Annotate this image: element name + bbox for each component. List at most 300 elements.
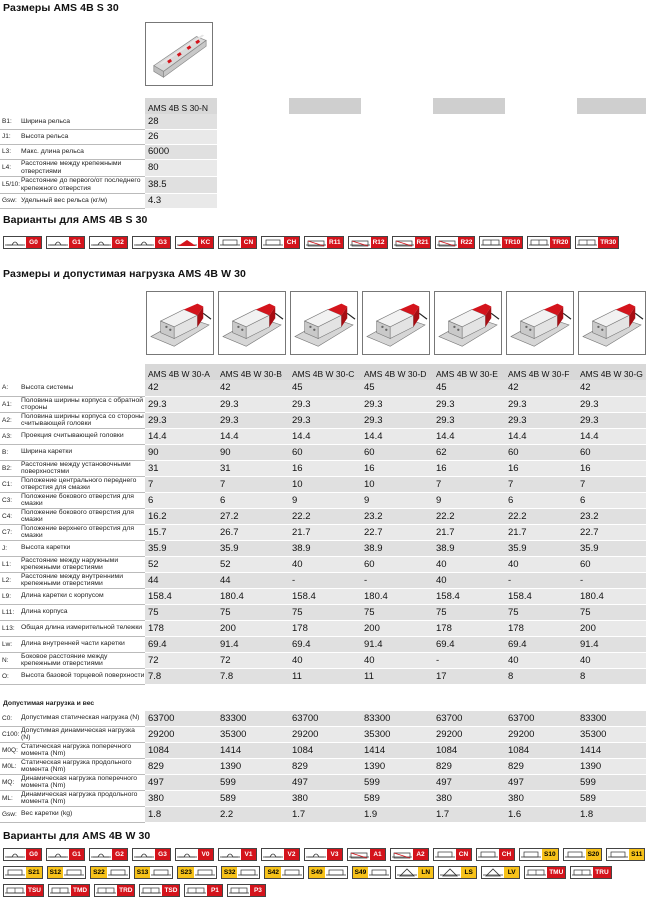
table-row (0, 588, 646, 604)
table-row (0, 444, 646, 460)
table-row (0, 572, 646, 588)
row-value: 17 (433, 668, 505, 684)
variant-code: S49 (311, 869, 323, 876)
column-header: AMS 4B W 30-F (505, 364, 577, 380)
row-value: 1084 (505, 742, 577, 758)
row-value: 6000 (145, 144, 217, 159)
table-row (0, 540, 646, 556)
variant-chip-v1 (218, 848, 257, 861)
variant-code: R11 (329, 239, 341, 246)
carriage-product-image (506, 291, 574, 355)
row-value: 29200 (289, 726, 361, 742)
variant-profile-icon (90, 237, 112, 248)
row-value: 69.4 (433, 636, 505, 652)
row-value: 42 (217, 380, 289, 396)
row-value: 14.4 (217, 428, 289, 444)
row-value: 83300 (361, 710, 433, 726)
variant-code: S13 (136, 869, 149, 876)
variant-code: LN (418, 867, 433, 878)
row-code: L2: (0, 572, 20, 588)
row-value: 75 (289, 604, 361, 620)
carriage-icon (579, 292, 645, 354)
variant-code: LV (504, 867, 519, 878)
table-row (0, 668, 646, 684)
row-label: Статическая нагрузка поперечного момента (Nm) (20, 742, 145, 758)
variant-chip-r21 (392, 236, 432, 249)
table-row (0, 652, 646, 668)
variant-chip-s11 (606, 848, 645, 861)
row-value: 7 (217, 476, 289, 492)
row-value: 35.9 (145, 540, 217, 556)
row-label: Ширина каретки (20, 444, 145, 460)
variant-code: TSU (28, 887, 41, 894)
row-value: 497 (145, 774, 217, 790)
variant-code: P1 (207, 885, 222, 896)
row-value: 7.8 (217, 668, 289, 684)
row-value: 75 (361, 604, 433, 620)
variant-code: TR20 (552, 239, 569, 246)
carriage-icon (147, 292, 213, 354)
row-value: 11 (289, 668, 361, 684)
row-value: 27.2 (217, 508, 289, 524)
row-value: 15.7 (145, 524, 217, 540)
row-value: 21.7 (289, 524, 361, 540)
row-label: Положение верхнего отверстия для смазки (20, 524, 145, 540)
variant-chip-g1 (46, 236, 85, 249)
row-value: 200 (217, 620, 289, 636)
carriage-product-image (578, 291, 646, 355)
table-row (0, 396, 646, 412)
row-value: 29200 (505, 726, 577, 742)
variant-code: S10 (544, 851, 556, 858)
row-value: 1.7 (289, 806, 361, 822)
row-value: 29200 (433, 726, 505, 742)
row-value: 158.4 (433, 588, 505, 604)
row-label: Высота рельса (20, 129, 145, 144)
row-value: 22.2 (433, 508, 505, 524)
row-value: 16 (433, 460, 505, 476)
variant-code: R12 (372, 239, 385, 246)
row-label: Допустимая динамическая нагрузка (N) (20, 726, 145, 742)
carriage-product-image (218, 291, 286, 355)
row-label: Положение бокового отверстия для смазки (20, 492, 145, 508)
row-value: 29.3 (217, 412, 289, 428)
variant-code: TR30 (600, 239, 617, 246)
row-value: 21.7 (433, 524, 505, 540)
row-value: 10 (361, 476, 433, 492)
row-value: 52 (145, 556, 217, 572)
row-value: 599 (217, 774, 289, 790)
row-value: 7 (145, 476, 217, 492)
row-value: 16 (505, 460, 577, 476)
table-row (0, 144, 646, 159)
variant-code: TMD (73, 887, 88, 894)
row-value: 497 (505, 774, 577, 790)
row-code: C1: (0, 476, 20, 492)
variant-profile-icon (133, 849, 155, 860)
row-value: 22.7 (577, 524, 646, 540)
variant-chip-tr20 (527, 236, 571, 249)
row-value: 29.3 (433, 396, 505, 412)
variant-chip-trd (94, 884, 135, 897)
variant-profile-icon (525, 867, 547, 878)
row-value: 35.9 (217, 540, 289, 556)
variant-profile-icon (4, 849, 26, 860)
variant-chip-s42 (264, 866, 304, 879)
variant-profile-icon (219, 849, 241, 860)
table-row (0, 129, 646, 144)
row-code: B1: (0, 114, 20, 129)
row-value: 80 (145, 159, 217, 176)
table-row (0, 428, 646, 444)
row-value: 1390 (217, 758, 289, 774)
row-value: 599 (361, 774, 433, 790)
section-title-carriage-dimensions: Размеры и допустимая нагрузка AMS 4B W 30 (3, 268, 246, 280)
variant-profile-icon (63, 867, 85, 878)
row-value: 200 (577, 620, 646, 636)
variant-profile-icon (520, 849, 542, 860)
variant-code: G3 (155, 237, 170, 248)
row-value: 60 (289, 444, 361, 460)
variant-code: CH (284, 237, 299, 248)
variant-chip-s21 (3, 866, 43, 879)
row-code: A3: (0, 428, 20, 444)
table-row (0, 742, 646, 758)
table-row (0, 508, 646, 524)
row-value: 178 (505, 620, 577, 636)
row-code: B2: (0, 460, 20, 476)
variant-chip-tr10 (479, 236, 523, 249)
variant-chip-tsd (139, 884, 180, 897)
variant-profile-icon (434, 849, 456, 860)
row-code: B: (0, 444, 20, 460)
variant-chip-ch (261, 236, 300, 249)
row-code: ML: (0, 790, 20, 806)
row-value: 1084 (433, 742, 505, 758)
row-code: N: (0, 652, 20, 668)
variant-profile-icon (47, 849, 69, 860)
row-value: 62 (433, 444, 505, 460)
carriage-dimensions-table (0, 364, 646, 823)
variant-chip-tsu (3, 884, 44, 897)
row-value: 42 (505, 380, 577, 396)
row-label: Макс. длина рельса (20, 144, 145, 159)
row-value: 45 (361, 380, 433, 396)
variant-profile-icon (396, 867, 418, 878)
row-label: Боковое расстояние между крепежными отверстиями (20, 652, 145, 668)
carriage-variants-list (3, 848, 646, 897)
row-value: - (577, 572, 646, 588)
variant-code: V3 (327, 849, 342, 860)
variant-profile-icon (219, 237, 241, 248)
variant-profile-icon (185, 885, 207, 896)
row-value: 29.3 (433, 412, 505, 428)
table-row (0, 476, 646, 492)
row-value: 1414 (217, 742, 289, 758)
load-section-row (0, 698, 646, 710)
variant-chip-s12 (47, 866, 87, 879)
variant-profile-icon (90, 849, 112, 860)
row-value: 63700 (433, 710, 505, 726)
rail-product-image (145, 22, 213, 86)
table-row (0, 774, 646, 790)
variant-profile-icon (194, 867, 216, 878)
row-value: 11 (361, 668, 433, 684)
row-label: Статическая нагрузка продольного момента (Nm) (20, 758, 145, 774)
variant-profile-icon (262, 849, 284, 860)
variant-chip-r11 (304, 236, 344, 249)
variant-chip-tr30 (575, 236, 619, 249)
row-value: 1390 (361, 758, 433, 774)
variant-chip-cn (433, 848, 472, 861)
row-code: L5/10: (0, 176, 20, 193)
row-value: 589 (217, 790, 289, 806)
variant-profile-icon (49, 885, 71, 896)
section-title-carriage-variants: Варианты для AMS 4B W 30 (3, 830, 151, 842)
variant-profile-icon (436, 237, 458, 248)
row-value: 180.4 (217, 588, 289, 604)
variant-code: V0 (198, 849, 213, 860)
row-value: 22.7 (361, 524, 433, 540)
row-value: 44 (145, 572, 217, 588)
variant-profile-icon (391, 849, 413, 860)
row-value: 29.3 (505, 412, 577, 428)
row-value: 44 (217, 572, 289, 588)
table-row (0, 806, 646, 822)
row-label: Расстояние между крепежными отверстиями (20, 159, 145, 176)
row-value: 1.8 (577, 806, 646, 822)
row-value: 14.4 (577, 428, 646, 444)
variant-code: A2 (413, 849, 428, 860)
variant-profile-icon (305, 237, 327, 248)
row-label: Высота системы (20, 380, 145, 396)
table-row (0, 604, 646, 620)
row-code: L3: (0, 144, 20, 159)
variant-code: KC (198, 237, 213, 248)
table-row (0, 790, 646, 806)
variant-chip-s22 (90, 866, 130, 879)
load-section-title: Допустимая нагрузка и вес (0, 698, 145, 710)
row-value: 829 (145, 758, 217, 774)
row-value: 29.3 (505, 396, 577, 412)
row-value: 16 (289, 460, 361, 476)
variant-profile-icon (281, 867, 303, 878)
row-value: - (289, 572, 361, 588)
variant-chip-ln (395, 866, 434, 879)
row-value: 7 (577, 476, 646, 492)
variant-chip-v0 (175, 848, 214, 861)
row-value: 60 (505, 444, 577, 460)
rail-variants-list (3, 236, 643, 249)
row-value: 31 (217, 460, 289, 476)
variant-chip-g0 (3, 848, 42, 861)
row-value: 29.3 (217, 396, 289, 412)
variant-code: G1 (69, 237, 84, 248)
variant-profile-icon (480, 237, 502, 248)
variant-code: TRU (595, 869, 609, 876)
row-value: 40 (289, 652, 361, 668)
variant-chip-tru (570, 866, 611, 879)
variant-profile-icon (4, 867, 26, 878)
row-value: 4.3 (145, 193, 217, 208)
variant-chip-cn (218, 236, 257, 249)
variant-chip-s49 (352, 866, 392, 879)
row-value: 14.4 (433, 428, 505, 444)
row-value: 497 (289, 774, 361, 790)
row-value: 29.3 (577, 412, 646, 428)
row-code: L11: (0, 604, 20, 620)
variant-chip-ls (438, 866, 477, 879)
row-value: 7 (505, 476, 577, 492)
variant-code: S49 (354, 869, 367, 876)
row-value: 90 (217, 444, 289, 460)
variant-code: S12 (49, 869, 62, 876)
variant-profile-icon (305, 849, 327, 860)
variant-profile-icon (176, 237, 198, 248)
row-label: Ширина рельса (20, 114, 145, 129)
variant-profile-icon (477, 849, 499, 860)
variant-profile-icon (439, 867, 461, 878)
table-row (0, 114, 646, 129)
row-value: 28 (145, 114, 217, 129)
row-value: 75 (433, 604, 505, 620)
row-value: 6 (217, 492, 289, 508)
table-row (0, 492, 646, 508)
row-code: Gsw: (0, 806, 20, 822)
row-value: 69.4 (505, 636, 577, 652)
table-row (0, 176, 646, 193)
row-value: 14.4 (289, 428, 361, 444)
table-row (0, 710, 646, 726)
row-value: 63700 (289, 710, 361, 726)
variant-code: S11 (631, 851, 643, 858)
row-value: 40 (577, 652, 646, 668)
variant-code: G0 (26, 849, 41, 860)
row-value: 35.9 (577, 540, 646, 556)
variant-profile-icon (368, 867, 390, 878)
row-value: 14.4 (505, 428, 577, 444)
variant-code: G1 (69, 849, 84, 860)
variant-profile-icon (571, 867, 593, 878)
row-value: 29.3 (145, 396, 217, 412)
row-value: 69.4 (145, 636, 217, 652)
row-label: Расстояние между установочными поверхностями (20, 460, 145, 476)
rail-dimensions-table (0, 98, 646, 209)
row-value: 63700 (505, 710, 577, 726)
row-value: 1084 (145, 742, 217, 758)
row-label: Удельный вес рельса (кг/м) (20, 193, 145, 208)
column-header: AMS 4B W 30-E (433, 364, 505, 380)
row-value: - (361, 572, 433, 588)
variant-profile-icon (47, 237, 69, 248)
row-code: Lw: (0, 636, 20, 652)
row-value: 35300 (577, 726, 646, 742)
row-value: 35300 (361, 726, 433, 742)
row-code: L1: (0, 556, 20, 572)
row-label: Расстояние между наружными крепежными отверстиями (20, 556, 145, 572)
row-value: 7 (433, 476, 505, 492)
variant-chip-lv (481, 866, 520, 879)
row-code: L13: (0, 620, 20, 636)
row-value: 22.2 (505, 508, 577, 524)
variant-profile-icon (140, 885, 162, 896)
variant-code: V2 (284, 849, 299, 860)
variant-chip-kc (175, 236, 214, 249)
row-value: 91.4 (577, 636, 646, 652)
row-value: 60 (577, 444, 646, 460)
row-value: 40 (289, 556, 361, 572)
row-value: 6 (577, 492, 646, 508)
row-value: 16 (577, 460, 646, 476)
row-value: 829 (505, 758, 577, 774)
carriage-icon (291, 292, 357, 354)
row-value: 178 (433, 620, 505, 636)
row-code: Gsw: (0, 193, 20, 208)
row-value: 60 (577, 556, 646, 572)
variant-code: G0 (26, 237, 41, 248)
carriage-icon (363, 292, 429, 354)
variant-chip-g3 (132, 848, 171, 861)
table-row (0, 412, 646, 428)
carriage-icon (219, 292, 285, 354)
row-code: L9: (0, 588, 20, 604)
variant-chip-r22 (435, 236, 475, 249)
row-value: 72 (145, 652, 217, 668)
row-value: 75 (505, 604, 577, 620)
row-value: 60 (361, 556, 433, 572)
row-value: 380 (433, 790, 505, 806)
variant-profile-icon (176, 849, 198, 860)
row-value: 90 (145, 444, 217, 460)
row-value: 38.9 (433, 540, 505, 556)
variant-code: CH (499, 849, 514, 860)
row-label: Длина корпуса (20, 604, 145, 620)
row-value: 42 (577, 380, 646, 396)
row-code: M0L: (0, 758, 20, 774)
row-value: 38.9 (361, 540, 433, 556)
variant-profile-icon (133, 237, 155, 248)
row-code: A1: (0, 396, 20, 412)
table-row (0, 758, 646, 774)
variant-profile-icon (4, 885, 26, 896)
row-value: 75 (577, 604, 646, 620)
row-value: 38.9 (289, 540, 361, 556)
section-title-rail-variants: Варианты для AMS 4B S 30 (3, 214, 148, 226)
row-label: Вес каретки (kg) (20, 806, 145, 822)
table-row (0, 556, 646, 572)
variant-chip-a2 (390, 848, 429, 861)
row-code: J1: (0, 129, 20, 144)
row-value: 23.2 (577, 508, 646, 524)
row-label: Положение центрального переднего отверстия для смазки (20, 476, 145, 492)
row-value: 29.3 (289, 396, 361, 412)
row-value: 178 (145, 620, 217, 636)
row-code: C3: (0, 492, 20, 508)
row-value: 35300 (217, 726, 289, 742)
variant-code: G3 (155, 849, 170, 860)
variant-profile-icon (95, 885, 117, 896)
row-value: 158.4 (289, 588, 361, 604)
carriage-product-image (362, 291, 430, 355)
carriage-icon (507, 292, 573, 354)
variant-chip-ch (476, 848, 515, 861)
row-value: 589 (361, 790, 433, 806)
variant-code: S23 (180, 869, 192, 876)
row-value: 829 (289, 758, 361, 774)
row-value: 7.8 (145, 668, 217, 684)
variant-code: CN (456, 849, 471, 860)
row-value: 75 (145, 604, 217, 620)
